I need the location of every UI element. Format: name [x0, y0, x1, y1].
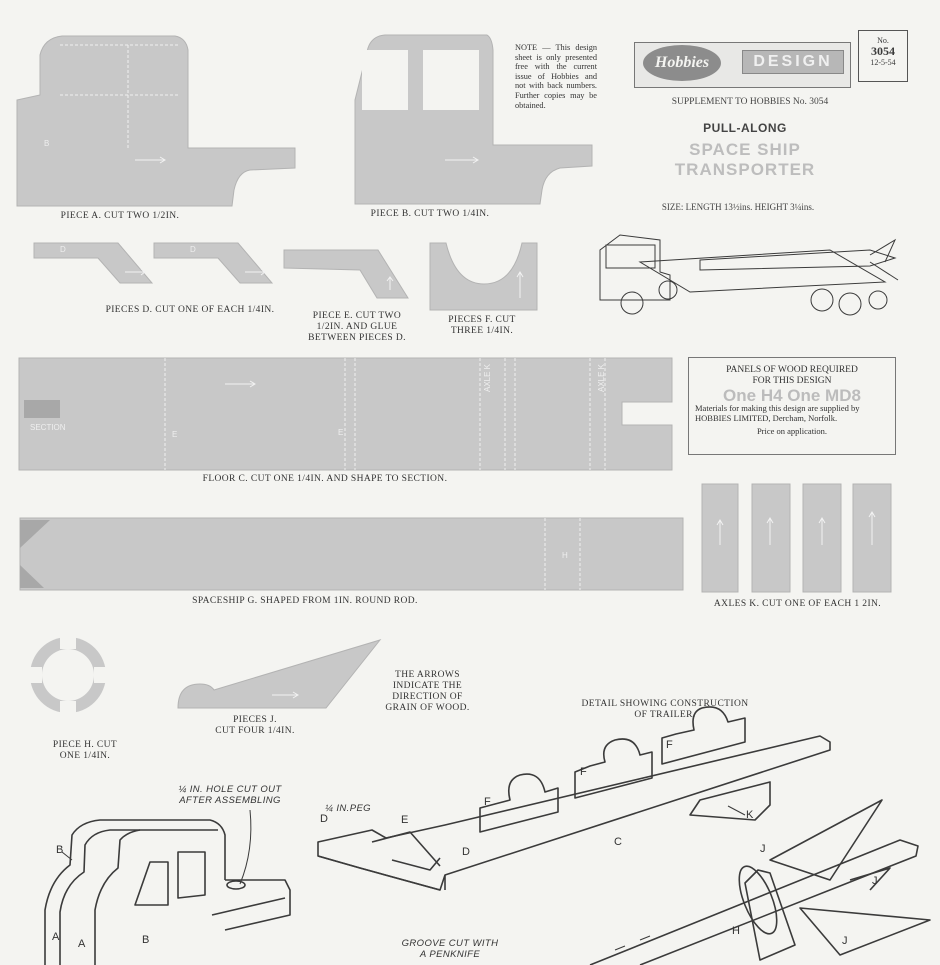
supplement-line: SUPPLEMENT TO HOBBIES No. 3054: [671, 97, 829, 107]
piece-h-shape: [28, 635, 108, 715]
price-note: Price on application.: [756, 426, 828, 436]
floor-mark-e1: E: [172, 430, 178, 439]
issue-no-label: No.: [877, 36, 889, 45]
piece-d-left: [34, 243, 152, 283]
caption-detail-2: OF TRAILER.: [634, 710, 696, 720]
caption-peg: ¼ IN.PEG: [325, 803, 371, 814]
caption-arrows-2: INDICATE THE: [392, 681, 463, 691]
piece-b-window-right: [423, 50, 479, 110]
label-f-3: F: [666, 739, 673, 751]
caption-arrows-4: GRAIN OF WOOD.: [385, 703, 470, 713]
label-d-2: D: [462, 846, 470, 858]
label-j-2: J: [872, 875, 878, 887]
label-e: E: [401, 814, 409, 826]
title-line-1: SPACE SHIP: [689, 140, 801, 159]
label-j-3: J: [842, 935, 848, 947]
piece-d-mark-2: D: [190, 245, 196, 254]
caption-pieces-f-2: THREE 1/4IN.: [450, 326, 514, 336]
piece-b-window-left: [362, 50, 408, 110]
caption-pieces-f: [428, 315, 536, 337]
hobbies-logo: Hobbies: [643, 45, 721, 81]
caption-piece-e-2: 1/2IN. AND GLUE: [316, 322, 398, 332]
floor-section-hatch: [24, 400, 60, 418]
caption-piece-h-1: PIECE H. CUT: [52, 740, 118, 750]
title-line-2: TRANSPORTER: [674, 160, 816, 179]
piece-j-shape: [178, 640, 380, 708]
panels-heading-1: PANELS OF WOOD REQUIRED: [726, 365, 858, 375]
piece-a-shape: [17, 36, 295, 206]
size-line: SIZE: LENGTH 13½ins. HEIGHT 3¼ins.: [661, 202, 815, 212]
label-j-1: J: [760, 843, 766, 855]
caption-hole-2: AFTER ASSEMBLING: [179, 795, 281, 806]
caption-piece-a: PIECE A. CUT TWO 1/2IN.: [60, 211, 180, 221]
caption-groove: [385, 938, 515, 960]
caption-axles-k: AXLES K. CUT ONE OF EACH 1 2IN.: [713, 599, 882, 609]
caption-arrows-1: THE ARROWS: [395, 670, 460, 680]
caption-groove-2: A PENKNIFE: [419, 949, 481, 960]
materials-note: Materials for making this design are supplied by HOBBIES LIMITED, Dercham, Norfolk.: [695, 403, 860, 423]
design-label: DESIGN: [742, 50, 844, 74]
label-b-1: B: [56, 844, 64, 856]
label-a-2: A: [78, 938, 86, 950]
caption-pieces-j-1: PIECES J.: [233, 715, 277, 725]
caption-pieces-j: [195, 715, 315, 737]
caption-piece-e-3: BETWEEN PIECES D.: [308, 333, 406, 343]
caption-groove-1: GROOVE CUT WITH: [401, 938, 499, 949]
caption-piece-h-2: ONE 1/4IN.: [59, 751, 111, 761]
trailer-detail-drawing: [318, 707, 930, 965]
note-text: NOTE — This design sheet is only presented free with the current issue of Hobbies and not with back numbers. Further copies may be obtained.: [515, 43, 597, 110]
label-k: K: [746, 809, 754, 821]
caption-pieces-j-2: CUT FOUR 1/4IN.: [215, 726, 295, 736]
piece-e-shape: [284, 250, 408, 298]
issue-box: [858, 30, 908, 82]
panels-box: [688, 357, 896, 455]
caption-piece-e-1: PIECE E. CUT TWO: [312, 311, 402, 321]
label-a-1: A: [52, 931, 60, 943]
label-d-1: D: [320, 813, 328, 825]
caption-piece-b: PIECE B. CUT TWO 1/4IN.: [370, 209, 490, 219]
axle-k-2: [752, 484, 790, 592]
panels-heading-2: FOR THIS DESIGN: [752, 376, 832, 386]
caption-piece-e: [292, 311, 422, 344]
model-photo: [600, 235, 898, 315]
caption-hole: [160, 784, 300, 806]
caption-floor-c: FLOOR C. CUT ONE 1/4IN. AND SHAPE TO SECTION.: [202, 474, 448, 484]
panels-list: One H4 One MD8: [723, 386, 861, 405]
label-b-2: B: [142, 934, 150, 946]
piece-d-right: [154, 243, 272, 283]
issue-number: 3054: [871, 44, 895, 58]
floor-axle-mark-2: AXLE K: [597, 363, 606, 392]
piece-d-mark-1: D: [60, 245, 66, 254]
floor-section-mark: SECTION: [30, 423, 66, 432]
caption-arrows: [370, 670, 485, 714]
piece-a-mark: B: [44, 139, 50, 148]
floor-axle-mark-1: AXLE K: [483, 363, 492, 392]
caption-pieces-d: PIECES D. CUT ONE OF EACH 1/4IN.: [105, 305, 275, 315]
label-c: C: [614, 836, 622, 848]
spaceship-mark-h: H: [562, 551, 568, 560]
floor-mark-e2: E: [338, 428, 344, 437]
caption-detail: [560, 699, 770, 721]
caption-arrows-3: DIRECTION OF: [392, 692, 463, 702]
label-f-2: F: [580, 766, 587, 778]
issue-date: 12-5-54: [870, 58, 896, 67]
label-h: H: [732, 925, 740, 937]
spaceship-g-shape: [20, 518, 683, 590]
piece-f-shape: [430, 243, 537, 310]
caption-pieces-f-1: PIECES F. CUT: [448, 315, 516, 325]
caption-detail-1: DETAIL SHOWING CONSTRUCTION: [581, 699, 749, 709]
caption-piece-h: [30, 740, 140, 762]
kicker: PULL-ALONG: [703, 121, 787, 135]
caption-spaceship-g: SPACESHIP G. SHAPED FROM 1IN. ROUND ROD.: [192, 596, 418, 606]
caption-hole-1: ¼ IN. HOLE CUT OUT: [178, 784, 282, 795]
label-f-1: F: [484, 796, 491, 808]
